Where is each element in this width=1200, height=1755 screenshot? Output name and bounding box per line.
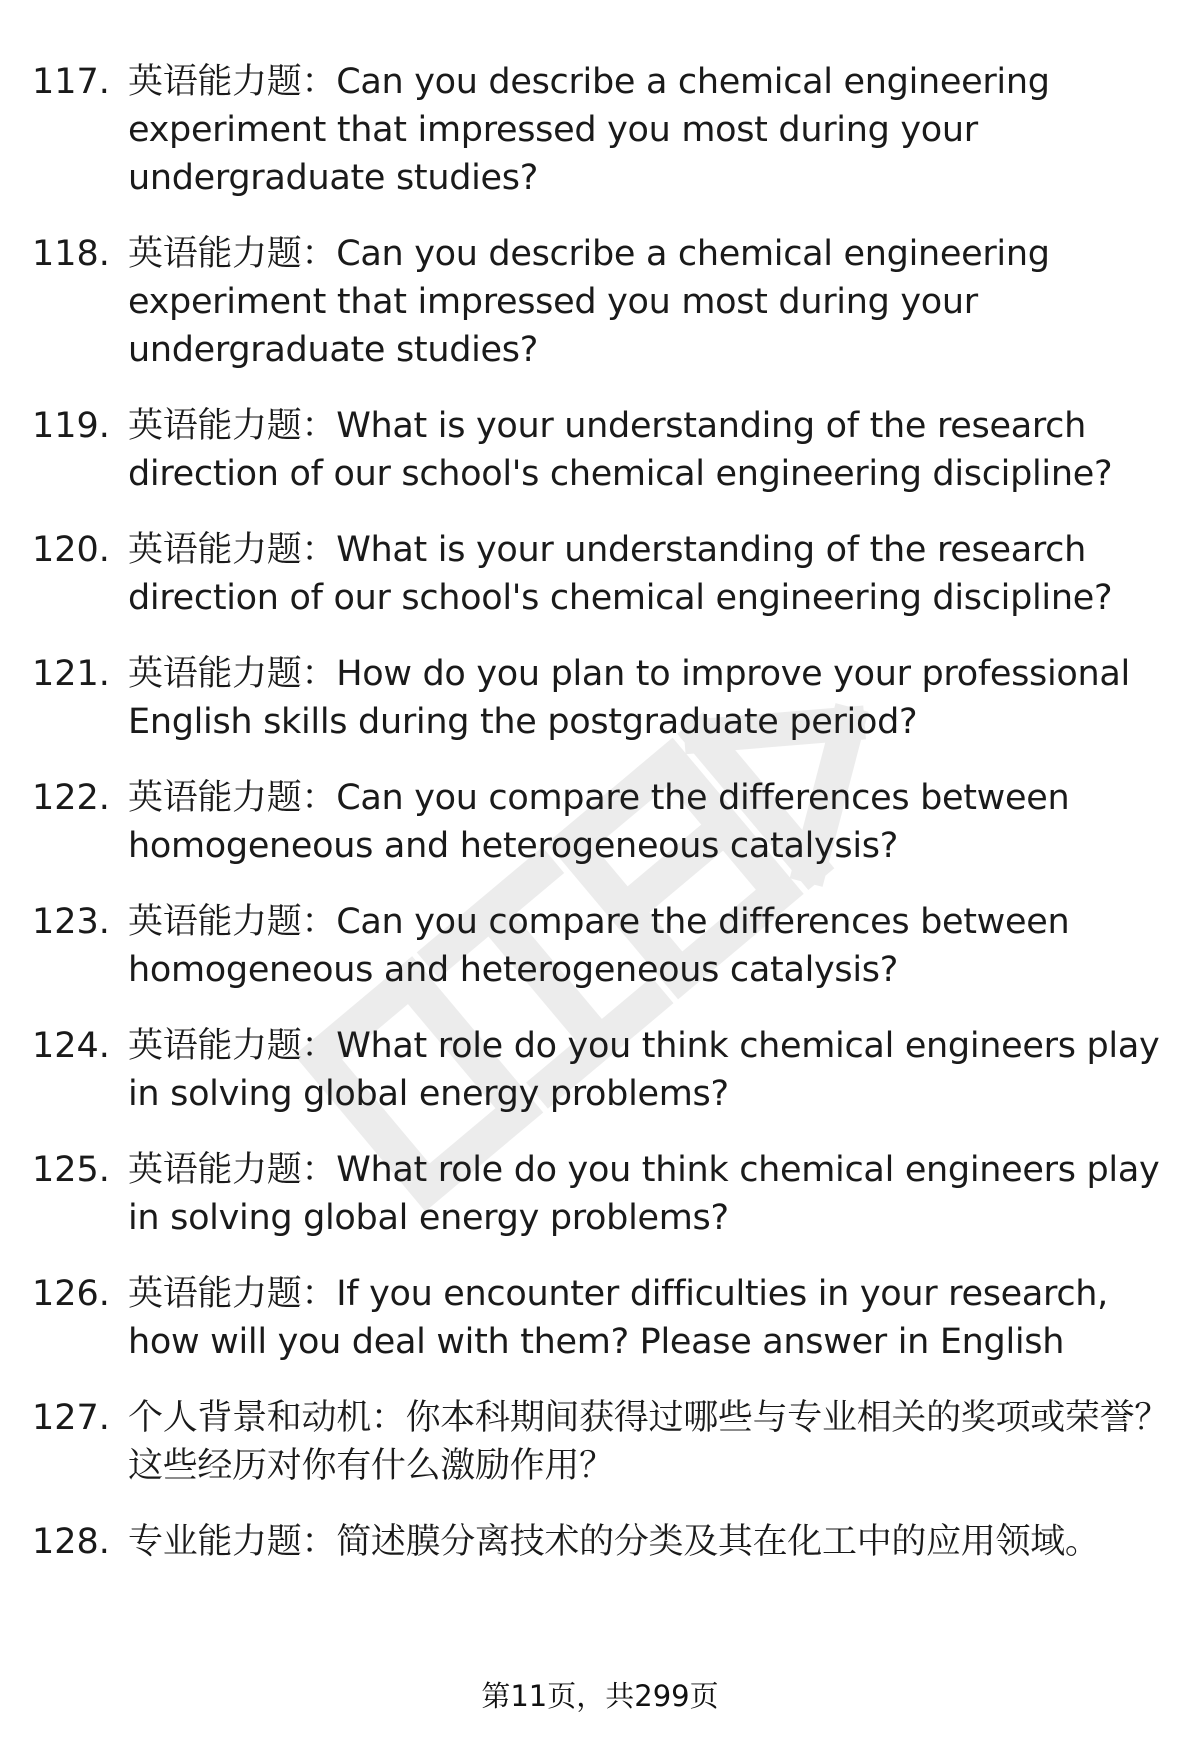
question-number: 118. [32, 234, 110, 274]
list-item [0, 1270, 1200, 1366]
question-text: 英语能力题：Can you compare the differences between homogeneous and heterogeneous catalysis? [128, 902, 1070, 990]
question-number: 123. [32, 902, 110, 942]
question-text: 英语能力题：What role do you think chemical engineers play in solving global energy problems? [128, 1150, 1160, 1238]
question-number: 126. [32, 1274, 110, 1314]
list-item [0, 1394, 1200, 1490]
question-text: 英语能力题：Can you describe a chemical engineering experiment that impressed you most during your undergraduate studies? [128, 62, 1050, 198]
question-number: 127. [32, 1398, 110, 1438]
question-number: 120. [32, 530, 110, 570]
list-item [0, 526, 1200, 622]
question-number: 121. [32, 654, 110, 694]
question-text: 个人背景和动机：你本科期间获得过哪些与专业相关的奖项或荣誉？这些经历对你有什么激励作用？ [128, 1398, 1170, 1486]
list-item [0, 650, 1200, 746]
question-text: 英语能力题：Can you compare the differences between homogeneous and heterogeneous catalysis? [128, 778, 1070, 866]
page-number-footer: 第11页，共299页 [481, 1679, 719, 1713]
question-number: 128. [32, 1522, 110, 1562]
question-number: 117. [32, 62, 110, 102]
question-number: 124. [32, 1026, 110, 1066]
question-text: 英语能力题：If you encounter difficulties in your research, how will you deal with them? Please answer in English [128, 1274, 1109, 1362]
list-item [0, 402, 1200, 498]
list-item [0, 230, 1200, 374]
question-text: 英语能力题：What role do you think chemical engineers play in solving global energy problems? [128, 1026, 1160, 1114]
list-item [0, 58, 1200, 202]
question-text: 英语能力题：How do you plan to improve your professional English skills during the postgraduate period? [128, 654, 1130, 742]
question-text: 英语能力题：What is your understanding of the research direction of our school's chemical engineering discipline? [128, 530, 1113, 618]
question-number: 119. [32, 406, 110, 446]
question-number: 122. [32, 778, 110, 818]
list-item [0, 774, 1200, 870]
list-item [0, 1146, 1200, 1242]
list-item [0, 898, 1200, 994]
question-text: 英语能力题：Can you describe a chemical engineering experiment that impressed you most during your undergraduate studies? [128, 234, 1050, 370]
question-text: 专业能力题：简述膜分离技术的分类及其在化工中的应用领域。 [128, 1522, 1100, 1562]
question-number: 125. [32, 1150, 110, 1190]
list-item [0, 1022, 1200, 1118]
question-list [0, 58, 1200, 1594]
list-item [0, 1518, 1200, 1566]
question-text: 英语能力题：What is your understanding of the research direction of our school's chemical engineering discipline? [128, 406, 1113, 494]
